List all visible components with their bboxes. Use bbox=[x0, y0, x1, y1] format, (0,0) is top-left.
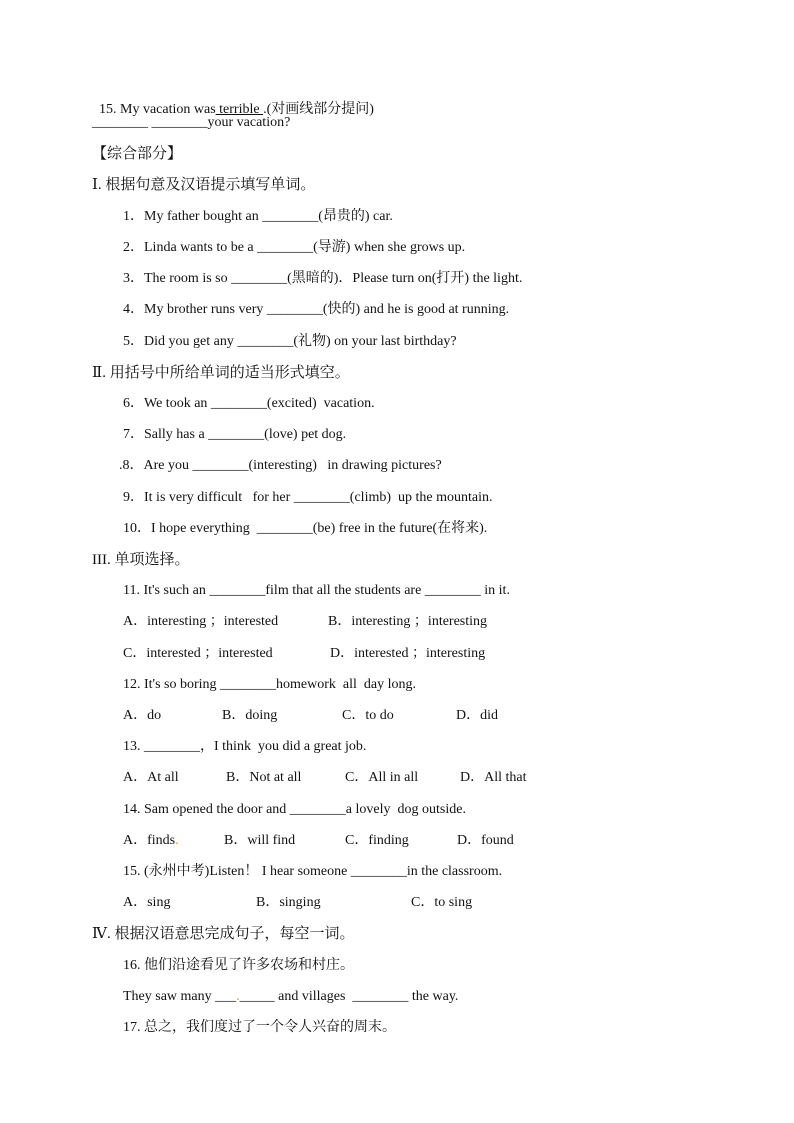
q16-answer-pre: They saw many ___ bbox=[123, 989, 237, 1004]
section3-title: III. 单项选择。 bbox=[92, 552, 190, 568]
q13-option-d: D．All that bbox=[460, 770, 527, 785]
section1-item-1: 1．My father bought an ________(昂贵的) car. bbox=[123, 209, 393, 224]
q12-stem: 12. It's so boring ________homework all day long. bbox=[123, 677, 416, 692]
q14-stem: 14. Sam opened the door and ________a lovely dog outside. bbox=[123, 802, 466, 817]
q15-stem: 15. (永州中考)Listen！ I hear someone ________in the classroom. bbox=[123, 864, 503, 879]
section1-item-5: 5．Did you get any ________(礼物) on your last birthday? bbox=[123, 334, 457, 349]
q11-stem: 11. It's such an ________film that all the students are ________ in it. bbox=[123, 583, 510, 598]
section2-item-10: 10．I hope everything ________(be) free in the future(在将来). bbox=[123, 521, 488, 536]
q13-stem: 13. ________，I think you did a great job. bbox=[123, 739, 367, 754]
section1-title: Ⅰ. 根据句意及汉语提示填写单词。 bbox=[92, 177, 316, 193]
section4-title: Ⅳ. 根据汉语意思完成句子，每空一词。 bbox=[92, 926, 355, 942]
section2-title: Ⅱ. 用括号中所给单词的适当形式填空。 bbox=[92, 365, 350, 381]
q13-option-a: A．At all bbox=[123, 770, 179, 785]
q16-prompt: 16. 他们沿途看见了许多农场和村庄。 bbox=[123, 958, 354, 973]
q11-option-c: C．interested ；interested bbox=[123, 646, 273, 661]
q14-option-a bbox=[123, 832, 179, 850]
q15-answer-line: ________ ________your vacation? bbox=[92, 115, 291, 130]
q11-option-a: A．interesting ；interested bbox=[123, 614, 279, 629]
section2-item-8: .8．Are you ________(interesting) in drawing pictures? bbox=[119, 458, 442, 473]
q14-option-a-mark: . bbox=[175, 833, 179, 848]
q12-option-d: D．did bbox=[456, 708, 498, 723]
q15-underlined-word: terrible bbox=[215, 102, 264, 117]
q16-answer-post: _____ and villages ________ the way. bbox=[239, 989, 459, 1004]
q11-option-d: D．interested ；interesting bbox=[330, 646, 486, 661]
section2-item-6: 6．We took an ________(excited) vacation. bbox=[123, 396, 375, 411]
q15-option-a: A．sing bbox=[123, 895, 171, 910]
q15-option-b: B．singing bbox=[256, 895, 321, 910]
q13-option-b: B．Not at all bbox=[226, 770, 302, 785]
comprehensive-title: 【综合部分】 bbox=[92, 146, 183, 162]
section1-item-3: 3．The room is so ________(黑暗的)．Please turn on(打开) the light. bbox=[123, 271, 523, 286]
q16-answer-mark: . bbox=[236, 989, 240, 1004]
q11-option-b: B．interesting ；interesting bbox=[328, 614, 488, 629]
q17-prompt: 17. 总之，我们度过了一个令人兴奋的周末。 bbox=[123, 1020, 396, 1035]
q13-option-c: C．All in all bbox=[345, 770, 419, 785]
q12-option-b: B．doing bbox=[222, 708, 278, 723]
q15-text-after: .(对画线部分提问) bbox=[263, 102, 374, 117]
section1-item-4: 4．My brother runs very ________(快的) and he is good at running. bbox=[123, 302, 510, 317]
q15-option-c: C．to sing bbox=[411, 895, 473, 910]
q14-option-a-text: A．finds bbox=[123, 833, 176, 848]
q15-text-before: 15. My vacation was bbox=[99, 102, 216, 117]
section2-item-9: 9．It is very difficult for her ________(climb) up the mountain. bbox=[123, 490, 493, 505]
q14-option-d: D．found bbox=[457, 833, 514, 848]
section2-item-7: 7．Sally has a ________(love) pet dog. bbox=[123, 427, 347, 442]
q16-answer-line bbox=[123, 988, 458, 1006]
q14-option-c: C．finding bbox=[345, 833, 409, 848]
q14-option-b: B．will find bbox=[224, 833, 296, 848]
q12-option-c: C．to do bbox=[342, 708, 394, 723]
section1-item-2: 2．Linda wants to be a ________(导游) when she grows up. bbox=[123, 240, 466, 255]
q12-option-a: A．do bbox=[123, 708, 162, 723]
